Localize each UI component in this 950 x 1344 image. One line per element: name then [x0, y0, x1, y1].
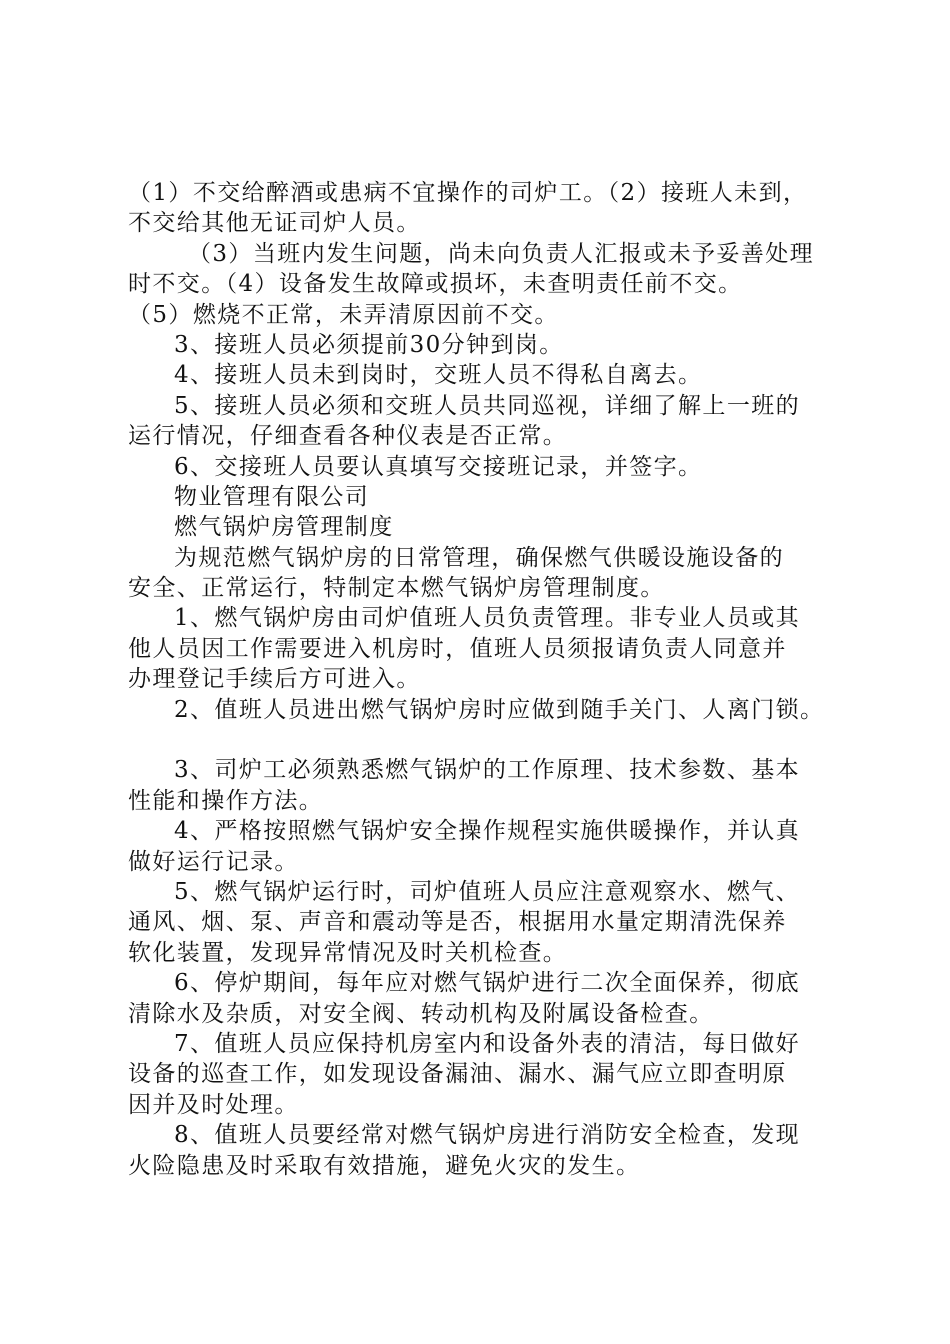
- paragraph-line: 清除水及杂质，对安全阀、转动机构及附属设备检查。: [128, 1000, 714, 1027]
- paragraph-line: 不交给其他无证司炉人员。: [128, 210, 421, 237]
- paragraph-line: 1、燃气锅炉房由司炉值班人员负责管理。非专业人员或其: [174, 605, 801, 632]
- section-title: 燃气锅炉房管理制度: [174, 514, 394, 541]
- paragraph-line: 4、接班人员未到岗时，交班人员不得私自离去。: [174, 362, 703, 389]
- paragraph-line: 为规范燃气锅炉房的日常管理，确保燃气供暖设施设备的: [174, 544, 784, 571]
- paragraph-line: 5、燃气锅炉运行时，司炉值班人员应注意观察水、燃气、: [174, 878, 801, 905]
- paragraph-line: （1）不交给醉酒或患病不宜操作的司炉工。（2）接班人未到，: [128, 180, 808, 206]
- paragraph-line: （5）燃烧不正常，未弄清原因前不交。: [128, 301, 559, 328]
- paragraph-line: 办理登记手续后方可进入。: [128, 666, 421, 693]
- paragraph-line: 因并及时处理。: [128, 1091, 299, 1118]
- paragraph-line: （3）当班内发生问题，尚未向负责人汇报或未予妥善处理: [188, 240, 815, 267]
- paragraph-line: 3、司炉工必须熟悉燃气锅炉的工作原理、技术参数、基本: [174, 757, 801, 784]
- paragraph-line: 通风、烟、泵、声音和震动等是否，根据用水量定期清洗保养: [128, 909, 787, 936]
- company-name: 物业管理有限公司: [174, 483, 370, 510]
- paragraph-line: 设备的巡查工作，如发现设备漏油、漏水、漏气应立即查明原: [128, 1061, 787, 1088]
- document-body: [128, 178, 834, 1181]
- paragraph-line: 8、值班人员要经常对燃气锅炉房进行消防安全检查，发现: [174, 1122, 801, 1149]
- paragraph-line: 2、值班人员进出燃气锅炉房时应做到随手关门、人离门锁。: [174, 696, 825, 723]
- blank-line: [128, 725, 834, 755]
- paragraph-line: 4、严格按照燃气锅炉安全操作规程实施供暖操作，并认真: [174, 818, 801, 845]
- paragraph-line: 安全、正常运行，特制定本燃气锅炉房管理制度。: [128, 575, 665, 602]
- paragraph-line: 5、接班人员必须和交班人员共同巡视，详细了解上一班的: [174, 392, 801, 419]
- paragraph-line: 做好运行记录。: [128, 848, 299, 875]
- paragraph-line: 时不交。（4）设备发生故障或损坏，未查明责任前不交。: [128, 271, 743, 298]
- paragraph-line: 他人员因工作需要进入机房时，值班人员须报请负责人同意并: [128, 635, 787, 662]
- paragraph-line: 软化装置，发现异常情况及时关机检查。: [128, 939, 568, 966]
- paragraph-line: 火险隐患及时采取有效措施，避免火灾的发生。: [128, 1152, 641, 1179]
- paragraph-line: 运行情况，仔细查看各种仪表是否正常。: [128, 423, 568, 450]
- paragraph-line: 3、接班人员必须提前30分钟到岗。: [174, 331, 564, 358]
- paragraph-line: 6、停炉期间，每年应对燃气锅炉进行二次全面保养，彻底: [174, 970, 801, 997]
- paragraph-line: 7、值班人员应保持机房室内和设备外表的清洁，每日做好: [174, 1030, 801, 1057]
- paragraph-line: 6、交接班人员要认真填写交接班记录，并签字。: [174, 453, 703, 480]
- paragraph-line: 性能和操作方法。: [128, 787, 324, 814]
